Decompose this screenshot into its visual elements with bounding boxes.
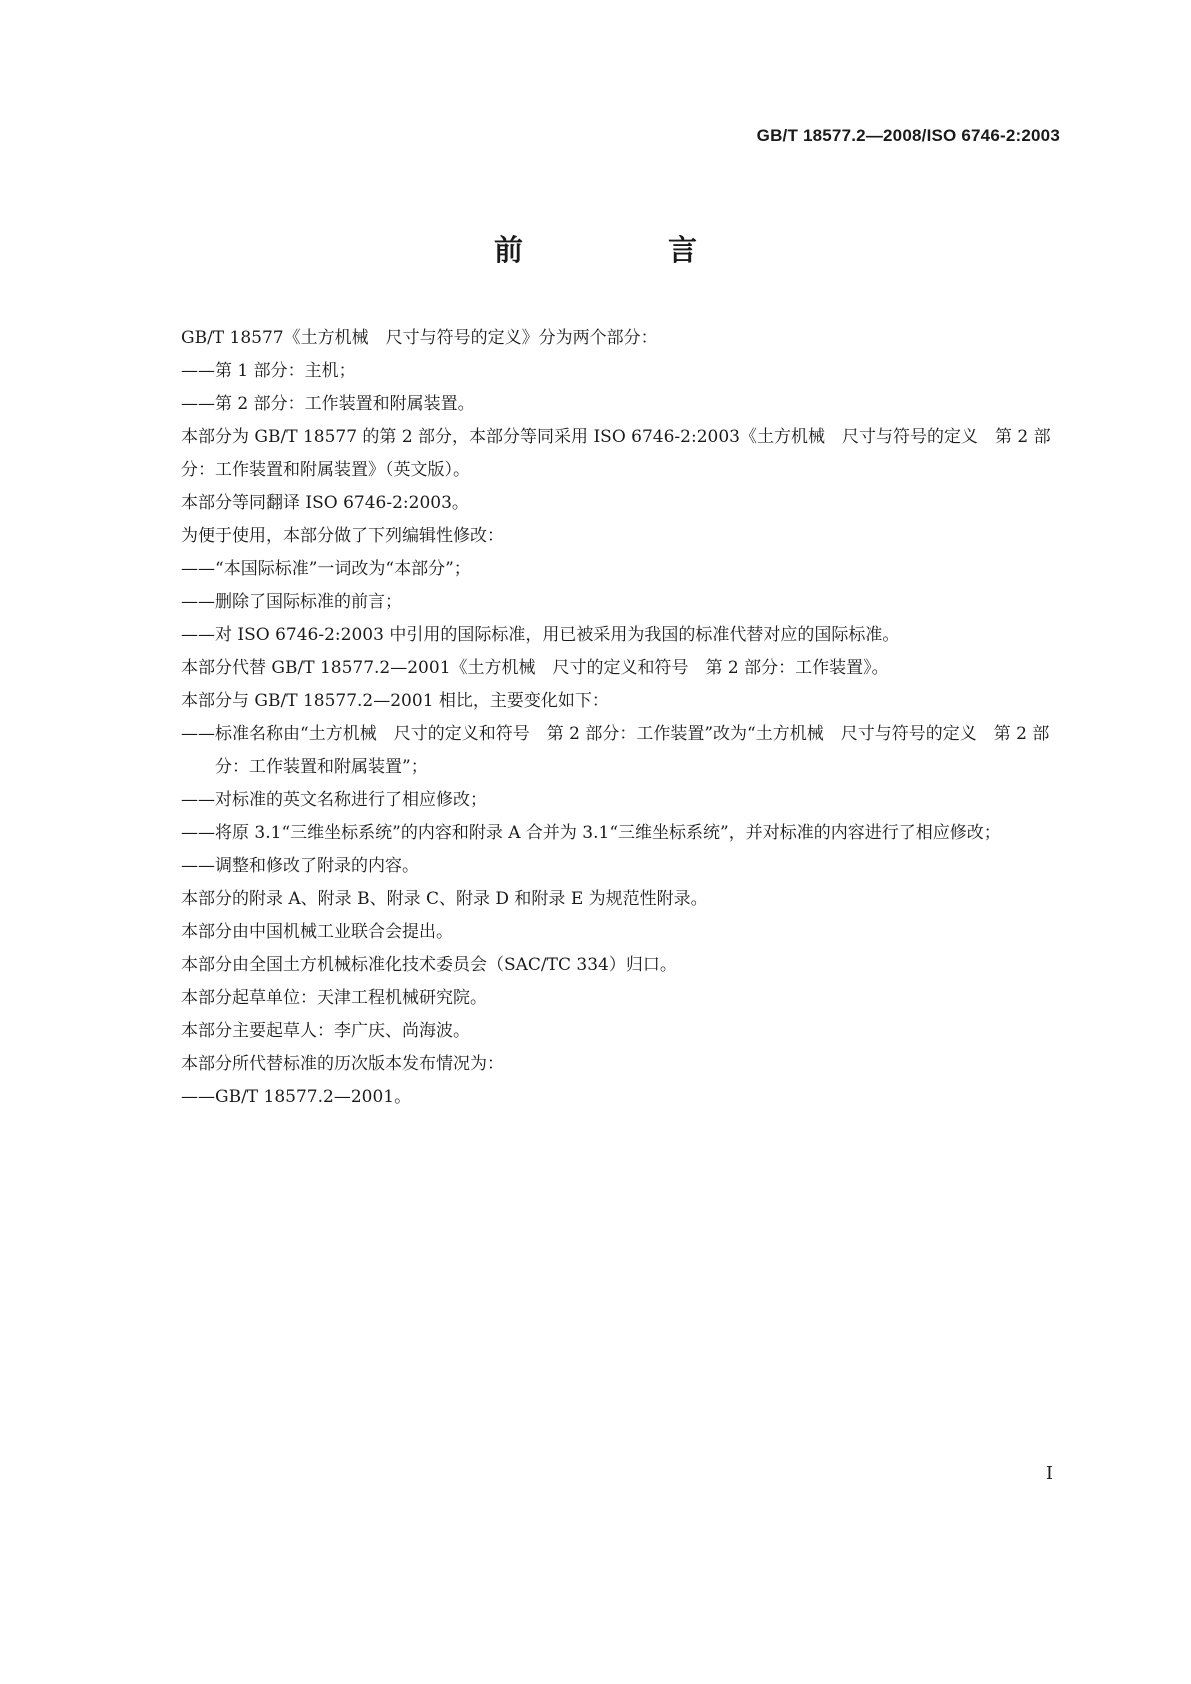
paragraph-changes-intro: 本部分与 GB/T 18577.2—2001 相比，主要变化如下：: [181, 691, 609, 711]
paragraph-history-intro: 本部分所代替标准的历次版本发布情况为：: [181, 1054, 504, 1074]
foreword-body: [147, 322, 1064, 1114]
paragraph-proposer: 本部分由中国机械工业联合会提出。: [181, 922, 453, 942]
list-item-change-1: ——标准名称由“土方机械 尺寸的定义和符号 第 2 部分：工作装置”改为“土方机械 尺寸与符号的定义 第 2 部分：工作装置和附属装置”；: [181, 724, 1050, 777]
paragraph-adoption: 本部分为 GB/T 18577 的第 2 部分，本部分等同采用 ISO 6746-2:2003《土方机械 尺寸与符号的定义 第 2 部分：工作装置和附属装置》（英文版）。: [181, 427, 1051, 480]
page-number: I: [1045, 1463, 1053, 1484]
paragraph-editorial-intro: 为便于使用，本部分做了下列编辑性修改：: [181, 526, 504, 546]
page-title: 前 言: [493, 233, 755, 267]
list-item-history-1: ——GB/T 18577.2—2001。: [181, 1087, 412, 1107]
list-item-change-4: ——调整和修改了附录的内容。: [181, 856, 419, 876]
list-item-part-1: ——第 1 部分：主机；: [181, 361, 356, 381]
paragraph-replaces: 本部分代替 GB/T 18577.2—2001《土方机械 尺寸的定义和符号 第 2 部分：工作装置》。: [181, 658, 889, 678]
paragraph-drafters: 本部分主要起草人：李广庆、尚海波。: [181, 1021, 470, 1041]
paragraph-drafting-unit: 本部分起草单位：天津工程机械研究院。: [181, 988, 487, 1008]
standard-number-header: GB/T 18577.2—2008/ISO 6746-2:2003: [756, 126, 1060, 145]
list-item-editorial-1: ——“本国际标准”一词改为“本部分”；: [181, 559, 471, 579]
list-item-part-2: ——第 2 部分：工作装置和附属装置。: [181, 394, 475, 414]
paragraph-committee: 本部分由全国土方机械标准化技术委员会（SAC/TC 334）归口。: [181, 955, 677, 975]
list-item-change-3: ——将原 3.1“三维坐标系统”的内容和附录 A 合并为 3.1“三维坐标系统”，并对标准的内容进行了相应修改；: [181, 823, 1001, 843]
list-item-editorial-2: ——删除了国际标准的前言；: [181, 592, 402, 612]
paragraph-intro: GB/T 18577《土方机械 尺寸与符号的定义》分为两个部分：: [181, 328, 658, 348]
paragraph-annexes: 本部分的附录 A、附录 B、附录 C、附录 D 和附录 E 为规范性附录。: [181, 889, 708, 909]
paragraph-translation: 本部分等同翻译 ISO 6746-2:2003。: [181, 493, 469, 513]
list-item-change-2: ——对标准的英文名称进行了相应修改；: [181, 790, 487, 810]
list-item-editorial-3: ——对 ISO 6746-2:2003 中引用的国际标准，用已被采用为我国的标准代替对应的国际标准。: [181, 625, 900, 645]
